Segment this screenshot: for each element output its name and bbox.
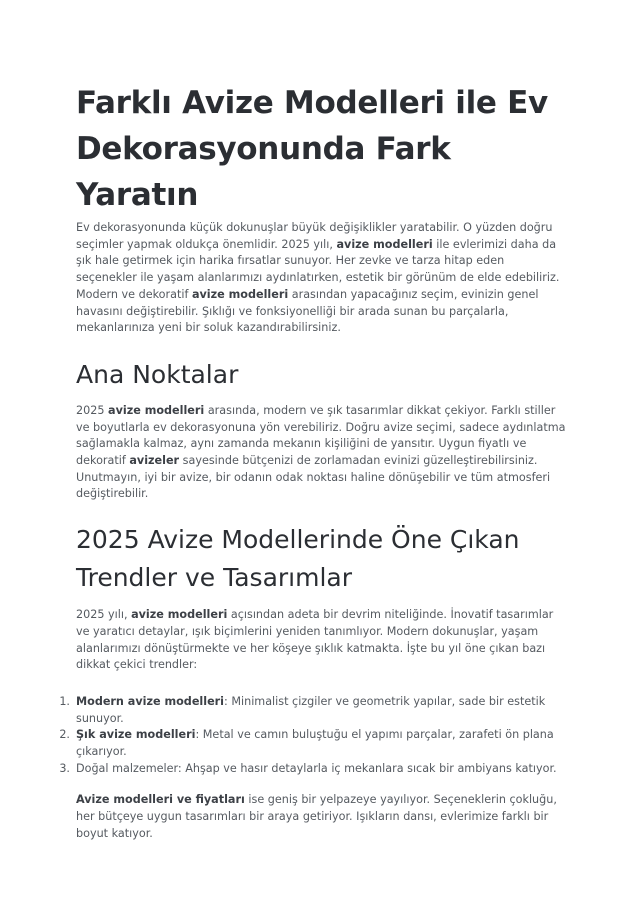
section-heading-trendler: 2025 Avize Modellerinde Öne Çıkan Trendler ve Tasarımlar bbox=[76, 525, 520, 593]
list-item: 1. Modern avize modelleri: Minimalist çizgiler ve geometrik yapılar, sade bir estetik sunuyor. bbox=[59, 694, 546, 725]
trend-list bbox=[59, 694, 566, 778]
intro-paragraph: Ev dekorasyonunda küçük dokunuşlar büyük değişiklikler yaratabilir. O yüzden doğru seçimler yapmak oldukça önemlidir. 2025 yılı, avize modelleri ile evlerimizi daha da şık hale getirmek için harika fırsatlar sunuyor. Her zevke ve tarza hitap eden seçenekler ile yaşam alanlarımızı aydınlatırken, estetik bir görünüm de elde edebiliriz. Modern ve dekoratif avize modelleri arasından yapacağınız seçim, evinizin genel havasını değiştirebilir. Şıklığı ve fonksiyonelliği bir arada sunan bu parçalarla, mekanlarınıza yeni bir soluk kazandırabilirsiniz. bbox=[76, 221, 560, 335]
section1-paragraph: 2025 avize modelleri arasında, modern ve şık tasarımlar dikkat çekiyor. Farklı stiller ve boyutlarla ev dekorasyonuna yön verebiliriz. Doğru avize seçimi, sadece aydınlatma sağlamakla kalmaz, aynı zamanda mekanın kişiliğini de yansıtır. Uygun fiyatlı ve dekoratif avizeler sayesinde bütçenizi de zorlamadan evinizi güzelleştirebilirsiniz. Unutmayın, iyi bir avize, bir odanın odak noktası haline dönüşebilir ve tüm atmosferi değiştirebilir. bbox=[76, 403, 566, 501]
section2-paragraph: 2025 yılı, avize modelleri açısından adeta bir devrim niteliğinde. İnovatif tasarımlar ve yaratıcı detaylar, ışık biçimlerini yeniden tanımlıyor. Modern dokunuşlar, yaşam alanlarımızı dönüştürmekte ve her köşeye şıklık katmakta. İşte bu yıl öne çıkan bazı dikkat çekici trendler: bbox=[76, 608, 554, 672]
page-title: Farklı Avize Modelleri ile Ev Dekorasyonunda Fark Yaratın bbox=[76, 85, 548, 213]
list-item: 3. Doğal malzemeler: Ahşap ve hasır detaylarla iç mekanlara sıcak bir ambiyans katıyor. bbox=[59, 761, 557, 775]
list-item: 2. Şık avize modelleri: Metal ve camın buluştuğu el yapımı parçalar, zarafeti ön plana çıkarıyor. bbox=[59, 728, 554, 759]
article bbox=[59, 80, 566, 843]
closing-paragraph: Avize modelleri ve fiyatları ise geniş bir yelpazeye yayılıyor. Seçeneklerin çokluğu, her bütçeye uygun tasarımları bir araya getiriyor. Işıkların dansı, evlerimize farklı bir boyut katıyor. bbox=[76, 793, 557, 840]
section-heading-ana-noktalar: Ana Noktalar bbox=[76, 359, 239, 389]
